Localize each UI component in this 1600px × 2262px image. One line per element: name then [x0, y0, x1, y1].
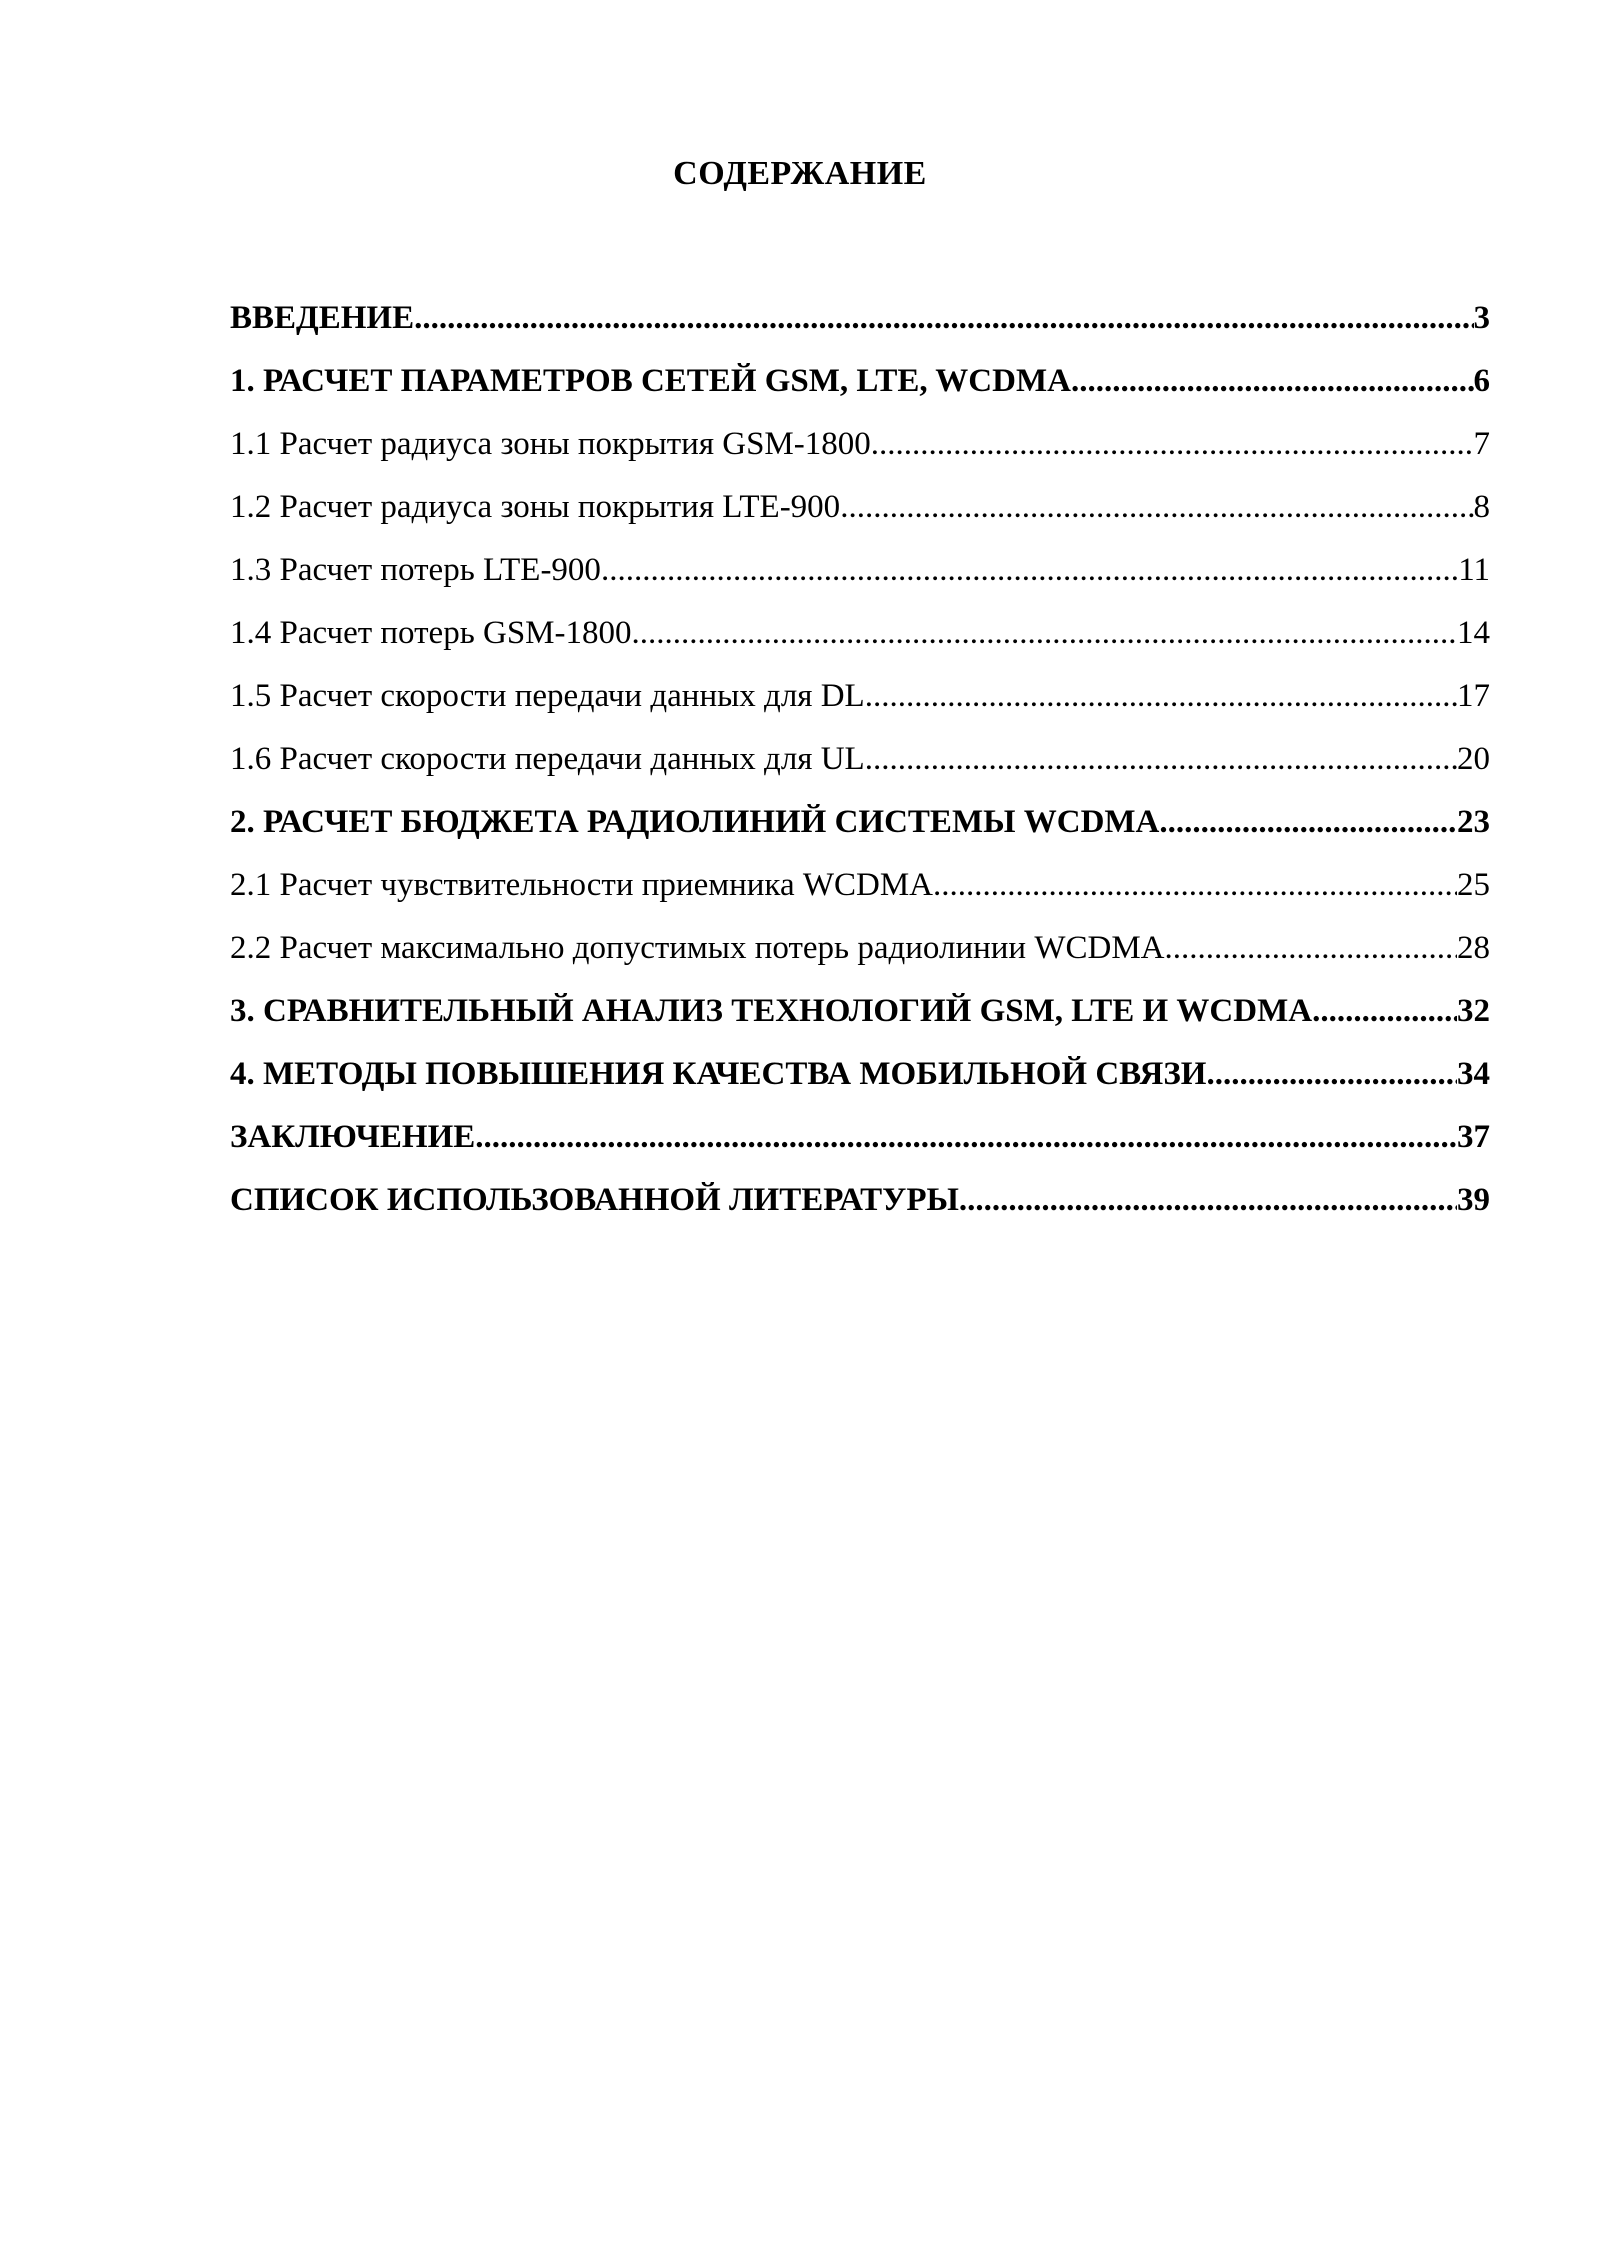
toc-entry-page: 39 [1457, 1182, 1490, 1218]
toc-entry-page: 17 [1457, 678, 1490, 714]
toc-entry-page: 7 [1473, 426, 1490, 462]
toc-entry-references[interactable] [230, 1176, 1490, 1239]
toc-entry-text: 2.2 Расчет максимально допустимых потерь радиолинии WCDMA [230, 930, 1165, 966]
toc-entry-page: 32 [1457, 993, 1490, 1029]
toc-entry-page: 23 [1457, 804, 1490, 840]
toc-entry-section-3[interactable] [230, 987, 1490, 1050]
toc-entry-text: ВВЕДЕНИЕ [230, 300, 415, 336]
toc-entry-text: 2. РАСЧЕТ БЮДЖЕТА РАДИОЛИНИЙ СИСТЕМЫ WCDMA [230, 804, 1160, 840]
toc-entry-text: 2.1 Расчет чувствительности приемника WCDMA [230, 867, 934, 903]
toc-entry-page: 34 [1457, 1056, 1490, 1092]
toc-entry-section-1-3[interactable] [230, 546, 1490, 609]
toc-entry-page: 25 [1457, 867, 1490, 903]
toc-entry-text: 1. РАСЧЕТ ПАРАМЕТРОВ СЕТЕЙ GSM, LTE, WCDMA [230, 363, 1071, 399]
toc-entry-section-1[interactable] [230, 357, 1490, 420]
toc-entry-section-2-1[interactable] [230, 861, 1490, 924]
toc-entry-page: 37 [1457, 1119, 1490, 1155]
toc-entry-page: 14 [1457, 615, 1490, 651]
toc-entry-section-1-1[interactable] [230, 420, 1490, 483]
toc-entry-section-2[interactable] [230, 798, 1490, 861]
toc-entry-conclusion[interactable] [230, 1113, 1490, 1176]
dot-leader [1312, 987, 1457, 1035]
dot-leader [840, 483, 1473, 531]
toc-entry-section-1-4[interactable] [230, 609, 1490, 672]
toc-entry-page: 6 [1473, 363, 1490, 399]
toc-entry-text: 4. МЕТОДЫ ПОВЫШЕНИЯ КАЧЕСТВА МОБИЛЬНОЙ СВЯЗИ [230, 1056, 1207, 1092]
toc-entry-text: 1.1 Расчет радиуса зоны покрытия GSM-1800 [230, 426, 871, 462]
toc-entry-text: 1.2 Расчет радиуса зоны покрытия LTE-900 [230, 489, 841, 525]
dot-leader [475, 1113, 1457, 1161]
dot-leader [601, 546, 1458, 594]
toc-entry-section-1-2[interactable] [230, 483, 1490, 546]
toc-entry-section-4[interactable] [230, 1050, 1490, 1113]
table-of-contents [230, 294, 1490, 1239]
toc-entry-section-2-2[interactable] [230, 924, 1490, 987]
toc-entry-section-1-5[interactable] [230, 672, 1490, 735]
toc-entry-text: 1.5 Расчет скорости передачи данных для DL [230, 678, 865, 714]
toc-entry-text: 1.6 Расчет скорости передачи данных для UL [230, 741, 865, 777]
dot-leader [1165, 924, 1457, 972]
toc-title: СОДЕРЖАНИЕ [673, 155, 927, 192]
toc-entry-section-1-6[interactable] [230, 735, 1490, 798]
dot-leader [933, 861, 1457, 909]
toc-entry-text: 1.4 Расчет потерь GSM-1800 [230, 615, 632, 651]
dot-leader [1206, 1050, 1457, 1098]
toc-entry-page: 20 [1457, 741, 1490, 777]
toc-entry-introduction[interactable] [230, 294, 1490, 357]
dot-leader [865, 672, 1457, 720]
dot-leader [959, 1176, 1457, 1224]
dot-leader [871, 420, 1474, 468]
toc-entry-page: 28 [1457, 930, 1490, 966]
toc-entry-text: 3. СРАВНИТЕЛЬНЫЙ АНАЛИЗ ТЕХНОЛОГИЙ GSM, LTE И WCDMA [230, 993, 1313, 1029]
toc-entry-page: 11 [1458, 552, 1490, 588]
dot-leader [1071, 357, 1474, 405]
dot-leader [414, 294, 1473, 342]
dot-leader [1159, 798, 1457, 846]
toc-entry-text: СПИСОК ИСПОЛЬЗОВАННОЙ ЛИТЕРАТУРЫ [230, 1182, 959, 1218]
toc-entry-page: 8 [1473, 489, 1490, 525]
toc-entry-page: 3 [1473, 300, 1490, 336]
toc-entry-text: ЗАКЛЮЧЕНИЕ [230, 1119, 476, 1155]
dot-leader [632, 609, 1457, 657]
dot-leader [865, 735, 1457, 783]
toc-entry-text: 1.3 Расчет потерь LTE-900 [230, 552, 601, 588]
